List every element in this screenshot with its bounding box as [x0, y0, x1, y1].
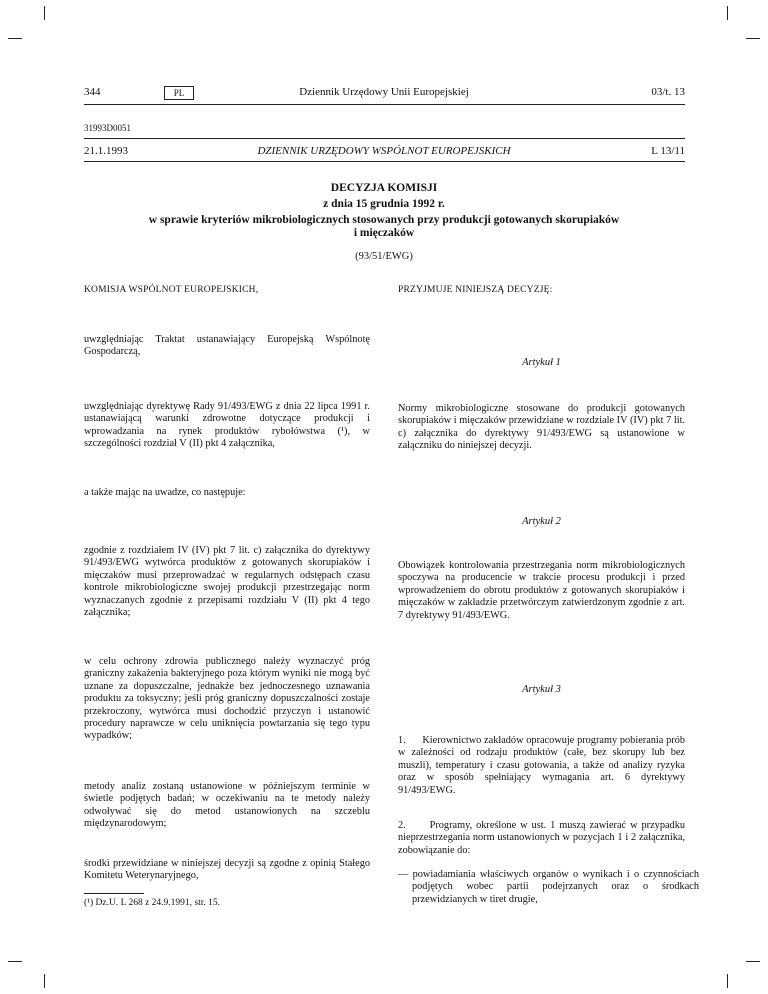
volume-label: 03/t. 13	[651, 86, 685, 98]
divider-rule	[84, 161, 685, 162]
whereas-intro: a także mając na uwadze, co następuje:	[84, 487, 246, 498]
article-3-paragraph-2: 2. Programy, określone w ust. 1 muszą zawierać w przypadku nieprzestrzegania norm ustanowionych w pozycjach 1 i 2 załącznika, zobowiązanie do:	[398, 820, 688, 856]
document-number: (93/51/EWG)	[355, 251, 413, 262]
document-subject: w sprawie kryteriów mikrobiologicznych stosowanych przy produkcji gotowanych skorupiaków	[148, 214, 620, 226]
article-1-title: Artykuł 1	[522, 357, 561, 368]
divider-rule	[84, 138, 685, 139]
recital-methods: metody analiz zostaną ustanowione w późniejszym terminie w świetle podjętych badań; w oczekiwaniu na te metody należy odwoływać się do metod ustanowionych na szczeblu międzynarodowym;	[84, 781, 370, 830]
series-reference: L 13/11	[651, 145, 685, 157]
article-3-paragraph-1: 1. Kierownictwo zakładów opracowuje programy pobierania prób w zależności od rodzaju produktów (całe, bez skorupy lub bez muszli), temperatury i czasu gotowania, a także od analizy ryzyka oraz w sposób spełniający wymagania art. 6 dyrektywy 91/493/EWG.	[398, 735, 688, 796]
document-subject-cont: i mięczaków	[353, 227, 415, 239]
article-3-title: Artykuł 3	[522, 684, 561, 695]
footnote-rule	[84, 893, 144, 894]
recital-directive: uwzględniając dyrektywę Rady 91/493/EWG z dnia 22 lipca 1991 r. ustanawiającą warunki zdrowotne dotyczące produkcji i wprowadzania na rynek produktów rybołówstwa (¹), w szczególności rozdział V (II) pkt 4 załącznika,	[84, 401, 370, 450]
document-date: z dnia 15 grudnia 1992 r.	[323, 198, 445, 210]
recital-public-health: w celu ochrony zdrowia publicznego należy wyznaczyć próg graniczny zakażenia bakteryjnego poza którym wyniki nie mogą być uznane za dopuszczalne, jednakże bez jednoczesnego uznawania produktu za toksyczny; jeśli próg graniczny dopuszczalności zostaje przekroczony, wytwórca musi dochodzić przyczyn i ustanowić procedury naprawcze w celu uniknięcia powtarzania się tego typu wypadków;	[84, 656, 370, 742]
crop-mark	[746, 961, 760, 962]
article-2-title: Artykuł 2	[522, 516, 561, 527]
language-badge: PL	[164, 86, 194, 100]
crop-mark	[727, 974, 728, 988]
recital-controls: zgodnie z rozdziałem IV (IV) pkt 7 lit. c) załącznika do dyrektywy 91/493/EWG wytwórca produktów z gotowanych skorupiaków i mięczaków musi przeprowadzać w regularnych odstępach czasu kontrole mikrobiologiczne swojej produkcji przestrzegając norm wyznaczanych zgodnie z przepisami rozdziału V (II) pkt 4 tego załącznika;	[84, 545, 370, 619]
crop-mark	[44, 974, 45, 988]
journal-title: Dziennik Urzędowy Unii Europejskiej	[299, 86, 469, 98]
recital-committee: środki przewidziane w niniejszej decyzji są zgodne z opinią Stałego Komitetu Weterynaryjnego,	[84, 858, 370, 882]
page-number: 344	[84, 86, 101, 98]
crop-mark	[8, 961, 22, 962]
article-1-text: Normy mikrobiologiczne stosowane do produkcji gotowanych skorupiaków i mięczaków przewidziane w rozdziale IV (IV) pkt 7 lit. c) załącznika do dyrektywy 91/493/EWG są ustanowione w załączniku do niniejszej decyzji.	[398, 403, 685, 452]
article-3-dash-item: — powiadamiania właściwych organów o wynikach i o czynnościach podjętych wobec partii podejrzanych oraz o środkach przewidzianych w tiret drugie,	[398, 869, 699, 905]
crop-mark	[727, 6, 728, 20]
recital-treaty: uwzględniając Traktat ustanawiający Europejską Wspólnotę Gospodarczą,	[84, 334, 370, 358]
document-title: DECYZJA KOMISJI	[330, 182, 438, 194]
header-rule	[84, 104, 685, 105]
old-journal-title: DZIENNIK URZĘDOWY WSPÓLNOT EUROPEJSKICH	[257, 145, 511, 157]
crop-mark	[746, 38, 760, 39]
publication-date: 21.1.1993	[84, 145, 128, 157]
crop-mark	[8, 38, 22, 39]
crop-mark	[44, 6, 45, 20]
commission-heading: KOMISJA WSPÓLNOT EUROPEJSKICH,	[84, 285, 259, 295]
footnote: (¹) Dz.U. L 268 z 24.9.1991, str. 15.	[84, 898, 221, 908]
adopts-heading: PRZYJMUJE NINIEJSZĄ DECYZJĘ:	[398, 285, 553, 295]
celex-number: 31993D0051	[84, 123, 131, 133]
article-2-text: Obowiązek kontrolowania przestrzegania norm mikrobiologicznych spoczywa na producencie w trakcie procesu produkcji i przed wprowadzeniem do obrotu produktów z gotowanych skorupiaków i mięczaków w zakładzie przetwórczym zatwierdzonym zgodnie z art. 7 dyrektywy 91/493/EWG.	[398, 560, 685, 621]
